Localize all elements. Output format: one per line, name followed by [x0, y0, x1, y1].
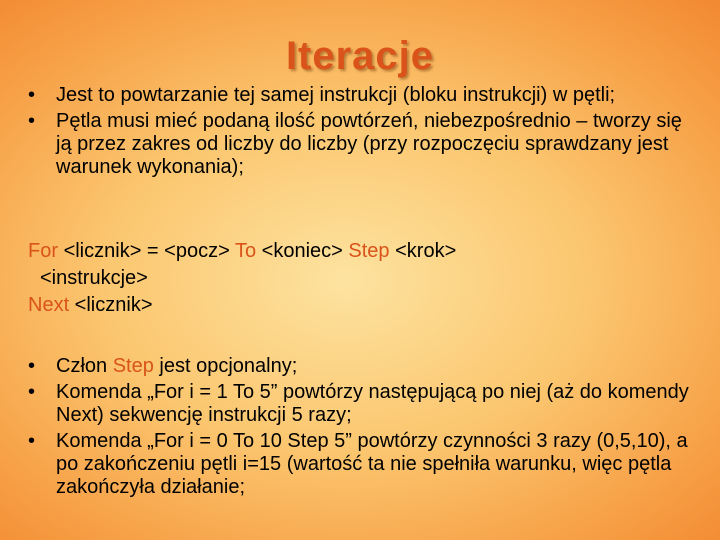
syntax-line-instrukcje: <instrukcje>	[40, 267, 148, 289]
note-bullet-2	[28, 381, 700, 427]
intro-bullet-1	[28, 84, 700, 107]
syntax-pocz: = <pocz>	[141, 240, 235, 262]
bullet-icon: •	[28, 355, 36, 377]
slide-title: Iteracje	[285, 34, 435, 78]
keyword-for: For	[28, 240, 58, 262]
keyword-step-inline: Step	[112, 355, 154, 377]
intro-bullet-text: Jest to powtarzanie tej samej instrukcji (bloku instrukcji) w pętli;	[56, 84, 616, 106]
syntax-licznik: <licznik>	[63, 240, 142, 262]
note-bullet-3	[28, 430, 700, 499]
keyword-to: To	[234, 240, 257, 262]
intro-bullet-2	[28, 110, 700, 179]
intro-bullet-list	[28, 84, 700, 182]
syntax-next-licznik: <licznik>	[69, 294, 153, 316]
for-syntax-block	[28, 238, 456, 319]
keyword-next: Next	[28, 294, 70, 316]
note-text: Komenda „For i = 1 To 5” powtórzy następującą po niej (aż do komendy Next) sekwencję instrukcji 5 razy;	[56, 381, 689, 426]
note-bullet-1	[28, 355, 700, 378]
syntax-line-for	[28, 238, 456, 265]
intro-bullet-text: Pętla musi mieć podaną ilość powtórzeń, niebezpośrednio – tworzy się ją przez zakres od liczby do liczby (przy rozpoczęciu sprawdzany jest warunek wykonania);	[56, 110, 682, 178]
bullet-icon: •	[28, 110, 36, 132]
note-text-post: jest opcjonalny;	[153, 355, 298, 377]
syntax-line-next	[28, 292, 456, 319]
syntax-koniec: <koniec>	[256, 240, 349, 262]
note-text: Komenda „For i = 0 To 10 Step 5” powtórzy czynności 3 razy (0,5,10), a po zakończeniu pętli i=15 (wartość ta nie spełniła warunku, więc pętla zakończyła działanie;	[56, 430, 688, 498]
notes-bullet-list	[28, 355, 700, 502]
keyword-step: Step	[348, 240, 390, 262]
bullet-icon: •	[28, 430, 36, 452]
bullet-icon: •	[28, 381, 36, 403]
note-text-pre: Człon	[56, 355, 113, 377]
bullet-icon: •	[28, 84, 36, 106]
syntax-krok: <krok>	[389, 240, 457, 262]
